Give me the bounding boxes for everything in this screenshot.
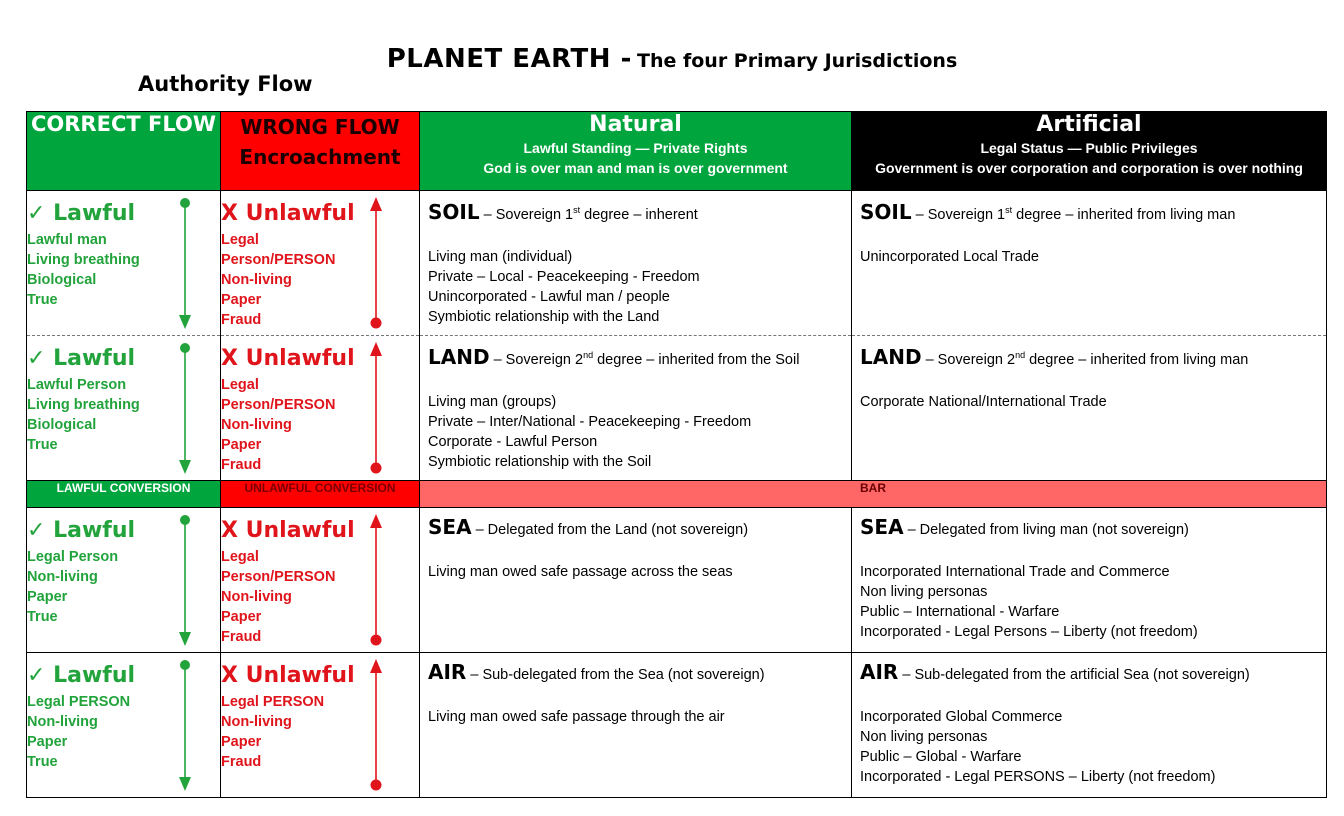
correct-flow-cell [27,336,221,481]
flow-item: Non-living [221,417,292,433]
down-arrow-icon [177,195,193,331]
down-arrow-icon [177,512,193,648]
ordinal-suffix: nd [583,350,594,360]
jurisdiction-name: AIR [860,660,899,684]
header-artificial-line1: Legal Status — Public Privileges [980,140,1198,156]
jurisdiction-row [27,191,1327,336]
jurisdiction-heading [428,345,843,370]
flow-item: Legal [221,549,259,565]
desc-line: Corporate - Lawful Person [428,433,598,450]
desc-line: Living man owed safe passage through the air [428,709,725,725]
desc-line: Incorporated International Trade and Commerce [860,564,1170,580]
header-artificial-title: Artificial [1036,112,1142,137]
flow-item: Paper [221,437,262,453]
desc-line: Non living personas [860,584,988,600]
wrong-flow-cell [221,508,420,653]
flow-item: True [27,437,58,453]
desc-line: Incorporated - Legal PERSONS – Liberty (not freedom) [860,769,1216,785]
authority-flow-label: Authority Flow [138,72,313,96]
desc-line: Private – Inter/National - Peacekeeping - Freedom [428,413,752,430]
flow-item: Biological [27,417,97,433]
header-correct-flow: CORRECT FLOW [27,112,221,191]
flow-item: Paper [221,292,262,308]
correct-flow-cell [27,191,221,336]
jurisdiction-pre: – Sub-delegated from the artificial Sea (not sovereign) [898,667,1250,683]
ordinal-suffix: nd [1015,350,1026,360]
jurisdiction-post: degree – inherited from living man [1012,206,1236,223]
lawful-mark: ✓ Lawful [27,346,136,371]
jurisdiction-name: SEA [860,515,904,539]
lawful-mark: ✓ Lawful [27,663,136,688]
jurisdiction-name: SOIL [860,199,912,224]
jurisdiction-row [27,336,1327,481]
flow-item: Living breathing [27,397,140,413]
flow-item: Fraud [221,457,262,473]
flow-item: True [27,754,58,770]
up-arrow-icon [368,512,384,648]
lawful-conversion: LAWFUL CONVERSION [27,481,221,508]
wrong-flow-cell [221,653,420,798]
jurisdiction-name: LAND [860,344,922,369]
header-wrong-line2: Encroachment [239,145,401,169]
jurisdiction-pre: – Delegated from living man (not sovereign) [903,522,1189,538]
flow-item: True [27,609,58,625]
jurisdiction-pre: – Sovereign 2 [921,351,1016,368]
up-arrow-icon [368,340,384,476]
jurisdiction-pre: – Sub-delegated from the Sea (not sovereign) [466,667,765,683]
jurisdiction-name: AIR [428,660,467,684]
flow-item: Lawful Person [27,377,127,393]
ordinal-suffix: st [573,205,581,215]
ordinal-suffix: st [1005,205,1013,215]
desc-line: Incorporated - Legal Persons – Liberty (not freedom) [860,624,1198,640]
flow-item: Person/PERSON [221,252,336,268]
lawful-mark: ✓ Lawful [27,201,136,226]
jurisdiction-heading [860,345,1318,370]
wrong-flow-cell [221,336,420,481]
natural-cell [420,191,852,336]
jurisdiction-row [27,653,1327,798]
flow-item: Lawful man [27,232,107,248]
artificial-cell [852,653,1327,798]
desc-line: Private – Local - Peacekeeping - Freedom [428,268,700,285]
desc-line: Incorporated Global Commerce [860,709,1063,725]
flow-item: Non-living [221,714,292,730]
flow-item: Non-living [221,272,292,288]
conversion-row [27,481,1327,508]
jurisdiction-heading [428,200,843,225]
flow-item: Legal [221,377,259,393]
unlawful-conversion: UNLAWFUL CONVERSION [221,481,420,508]
header-wrong-flow [221,112,420,191]
flow-item: Paper [27,734,68,750]
natural-cell [420,336,852,481]
flow-item: Person/PERSON [221,397,336,413]
flow-item: Legal PERSON [27,694,131,710]
unlawful-mark: X Unlawful [221,346,355,371]
desc-line: Living man (individual) [428,248,573,265]
jurisdiction-heading [860,200,1318,225]
down-arrow-icon [177,657,193,793]
artificial-cell [852,191,1327,336]
jurisdiction-heading [428,517,843,540]
desc-line: Living man (groups) [428,393,557,410]
unlawful-mark: X Unlawful [221,201,355,226]
jurisdiction-heading [860,662,1318,685]
jurisdiction-post: degree – inherent [580,206,698,223]
header-natural-line2: God is over man and man is over government [483,160,788,176]
artificial-cell [852,508,1327,653]
flow-item: Legal Person [27,549,119,565]
up-arrow-icon [368,657,384,793]
flow-item: Fraud [221,312,262,328]
jurisdiction-pre: – Delegated from the Land (not sovereign) [471,522,749,538]
header-wrong-line1: WRONG FLOW [240,115,400,139]
up-arrow-icon [368,195,384,331]
title-main: PLANET EARTH - [386,44,632,74]
flow-item: Paper [221,609,262,625]
natural-cell [420,653,852,798]
flow-item: True [27,292,58,308]
desc-line: Living man owed safe passage across the seas [428,564,733,580]
jurisdiction-name: SEA [428,515,472,539]
natural-cell [420,508,852,653]
wrong-flow-cell [221,191,420,336]
jurisdictions-table [26,111,1327,798]
jurisdiction-pre: – Sovereign 1 [479,206,574,223]
jurisdiction-post: degree – inherited from living man [1025,351,1249,368]
desc-line: Unincorporated - Lawful man / people [428,288,670,305]
flow-item: Non-living [27,714,98,730]
lawful-mark: ✓ Lawful [27,518,136,543]
jurisdiction-pre: – Sovereign 1 [911,206,1006,223]
header-artificial [852,112,1327,191]
header-natural-line1: Lawful Standing — Private Rights [523,140,748,156]
jurisdiction-post: degree – inherited from the Soil [593,351,800,368]
header-natural-title: Natural [589,112,682,137]
header-natural [420,112,852,191]
header-artificial-line2: Government is over corporation and corporation is over nothing [875,160,1303,176]
desc-line: Non living personas [860,729,988,745]
desc-line: Unincorporated Local Trade [860,248,1039,265]
flow-item: Legal PERSON [221,694,325,710]
page-title [0,44,1344,74]
jurisdiction-heading [860,517,1318,540]
unlawful-mark: X Unlawful [221,663,355,688]
jurisdiction-row [27,508,1327,653]
unlawful-mark: X Unlawful [221,518,355,543]
flow-item: Paper [221,734,262,750]
flow-item: Paper [27,589,68,605]
bar-band: BAR [420,481,1327,508]
flow-item: Non-living [221,589,292,605]
jurisdiction-name: SOIL [428,199,480,224]
flow-item: Living breathing [27,252,140,268]
desc-line: Symbiotic relationship with the Soil [428,453,652,470]
title-sub: The four Primary Jurisdictions [636,50,958,72]
desc-line: Corporate National/International Trade [860,393,1107,410]
flow-item: Non-living [27,569,98,585]
correct-flow-cell [27,508,221,653]
jurisdiction-heading [428,662,843,685]
down-arrow-icon [177,340,193,476]
artificial-cell [852,336,1327,481]
jurisdiction-name: LAND [428,344,490,369]
desc-line: Public – International - Warfare [860,604,1060,620]
header-row [27,112,1327,191]
correct-flow-cell [27,653,221,798]
desc-line: Public – Global - Warfare [860,749,1022,765]
flow-item: Legal [221,232,259,248]
flow-item: Fraud [221,754,262,770]
flow-item: Biological [27,272,97,288]
desc-line: Symbiotic relationship with the Land [428,308,660,325]
flow-item: Fraud [221,629,262,645]
jurisdiction-pre: – Sovereign 2 [489,351,584,368]
flow-item: Person/PERSON [221,569,336,585]
